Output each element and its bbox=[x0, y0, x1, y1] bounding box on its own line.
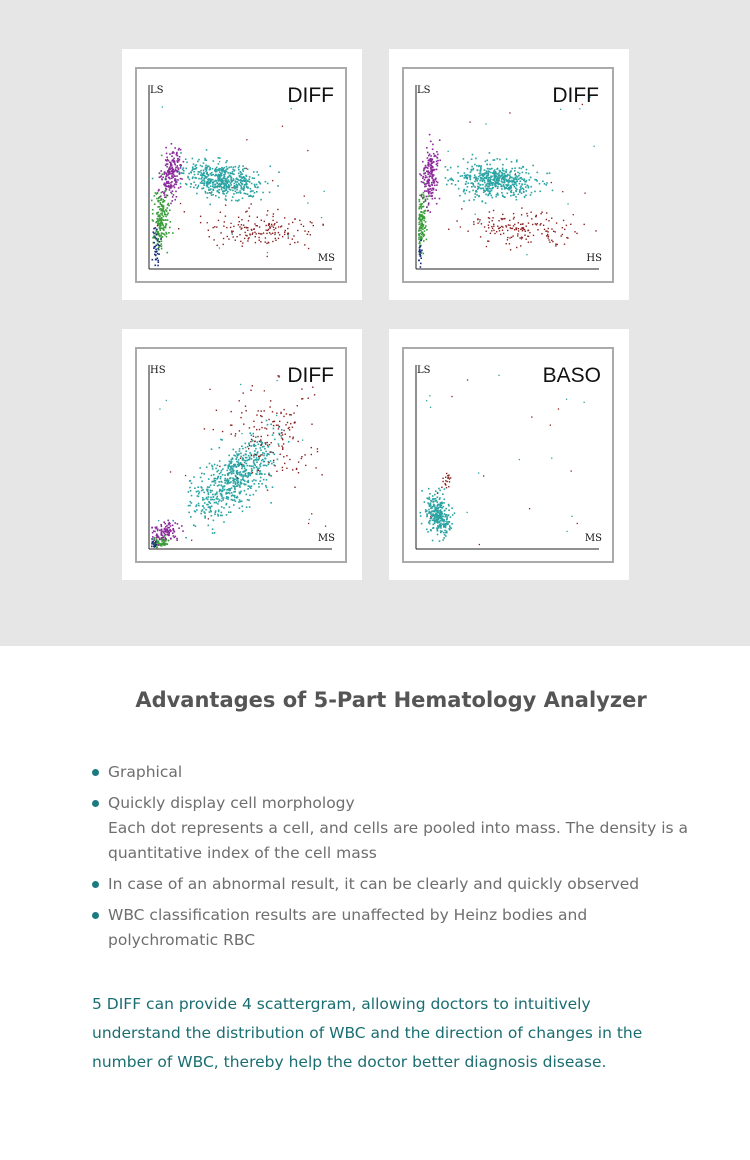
scattergram-card-4 bbox=[389, 329, 629, 580]
bullet-text: Quickly display cell morphology bbox=[108, 794, 355, 812]
section-heading: Advantages of 5-Part Hematology Analyzer bbox=[135, 688, 647, 712]
scattergram-title: DIFF bbox=[287, 364, 334, 387]
bullet-text: In case of an abnormal result, it can be clearly and quickly observed bbox=[108, 875, 640, 893]
bullet-dot-icon bbox=[92, 800, 99, 807]
scattergram-card-2 bbox=[389, 49, 629, 300]
bullet-text: Graphical bbox=[108, 763, 183, 781]
advantages-list bbox=[92, 760, 692, 959]
cluster-eosinophil bbox=[157, 203, 324, 249]
cluster-debris bbox=[426, 375, 585, 546]
list-item bbox=[92, 791, 692, 866]
list-item bbox=[92, 760, 692, 785]
y-axis-label: HS bbox=[150, 365, 166, 376]
bullet-dot-icon bbox=[92, 881, 99, 888]
scattergram-card-3 bbox=[122, 329, 362, 580]
bullet-text: WBC classification results are unaffected by Heinz bodies and polychromatic RBC bbox=[108, 906, 588, 949]
summary-paragraph: 5 DIFF can provide 4 scattergram, allowing doctors to intuitively understand the distribution of WBC and the direction of changes in the number of WBC, thereby help the doctor better diagnosis disease. bbox=[92, 995, 643, 1071]
bullet-dot-icon bbox=[92, 912, 99, 919]
bullet-detail: Each dot represents a cell, and cells are pooled into mass. The density is a quantitative index of the cell mass bbox=[108, 819, 689, 862]
bullet-dot-icon bbox=[92, 769, 99, 776]
y-axis-label: LS bbox=[150, 85, 164, 96]
list-item bbox=[92, 872, 692, 897]
x-axis-label: MS bbox=[317, 533, 335, 544]
y-axis-label: LS bbox=[417, 85, 431, 96]
cluster-eosinophil bbox=[204, 375, 323, 491]
cluster-monocyte bbox=[419, 134, 441, 213]
scattergram-title: DIFF bbox=[552, 84, 599, 107]
list-item bbox=[92, 903, 692, 953]
y-axis-label: LS bbox=[417, 365, 431, 376]
x-axis-label: MS bbox=[584, 533, 602, 544]
cluster-neutrophil bbox=[445, 152, 554, 204]
cluster-neutrophil bbox=[152, 149, 280, 205]
cluster-eosinophil bbox=[448, 207, 597, 250]
cluster-basophil bbox=[420, 488, 456, 542]
x-axis-label: HS bbox=[586, 253, 602, 264]
x-axis-label: MS bbox=[317, 253, 335, 264]
cluster-neutrophil bbox=[172, 420, 289, 539]
scattergram-card-1 bbox=[122, 49, 362, 300]
scattergram-title: BASO bbox=[542, 364, 601, 387]
cluster-debris bbox=[418, 96, 595, 267]
scattergram-title: DIFF bbox=[287, 84, 334, 107]
